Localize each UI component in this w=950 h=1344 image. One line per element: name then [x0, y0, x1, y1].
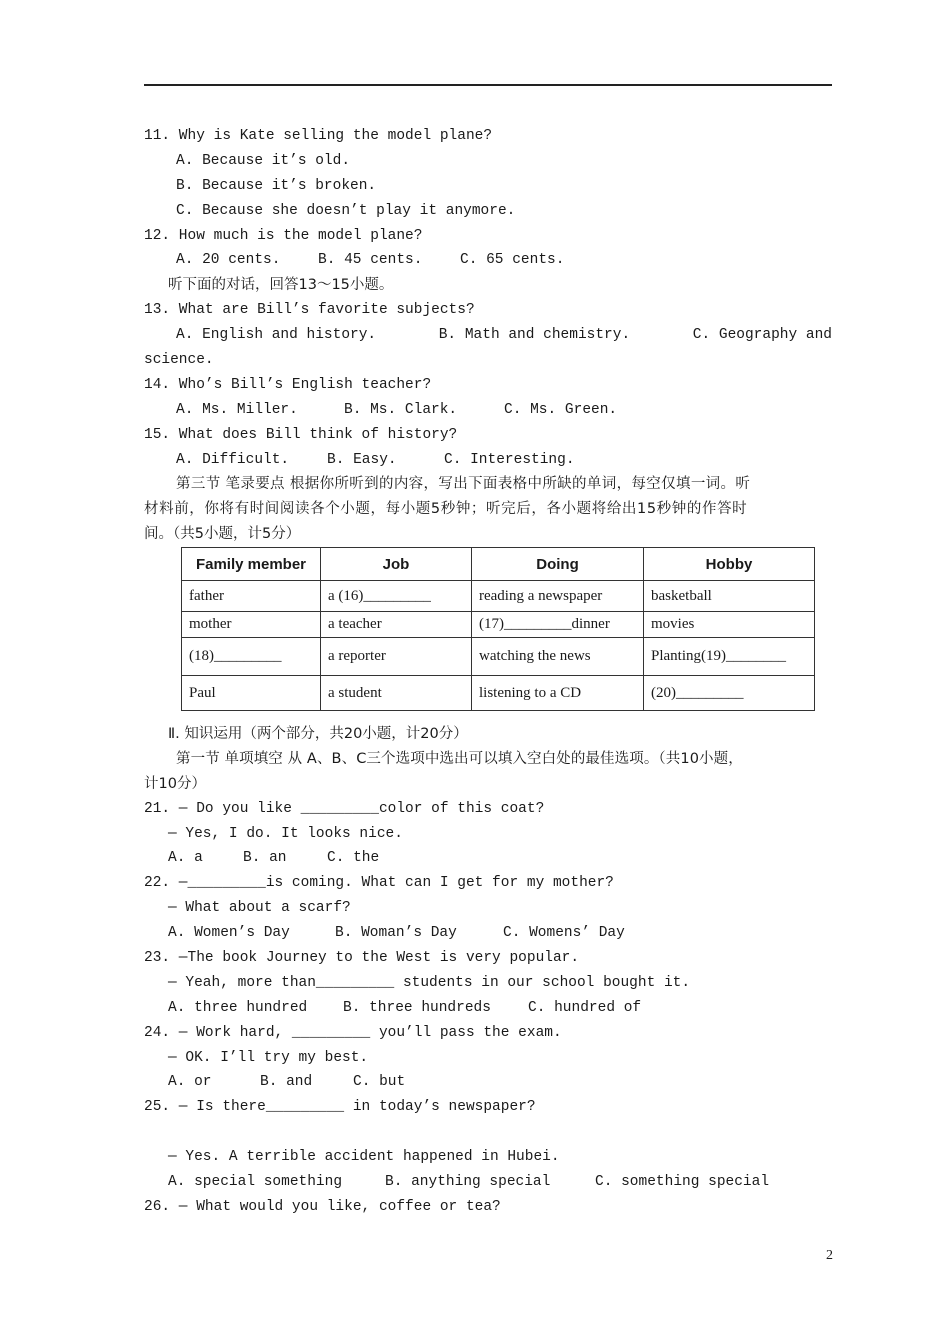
question-13-option-c: C. Geography and: [692, 327, 832, 344]
question-15-stem: 15. What does Bill think of history?: [144, 426, 458, 443]
question-22-options: [144, 921, 832, 946]
question-21-option-b: B. an: [243, 850, 287, 867]
section3-instruction-line1: 第三节 笔录要点 根据你所听到的内容，写出下面表格中所缺的单词，每空仅填一词。听: [176, 476, 751, 493]
table-cell: a (16)_________: [321, 581, 472, 612]
table-cell: Planting(19)________: [644, 638, 815, 676]
question-13-options: [144, 323, 832, 348]
question-12-options: [144, 248, 832, 273]
question-23-option-b: B. three hundreds: [343, 999, 491, 1016]
question-24-option-c: C. but: [353, 1074, 406, 1091]
section1-instruction-line1: 第一节 单项填空 从 A、B、C三个选项中选出可以填入空白处的最佳选项。（共10小题，: [176, 750, 743, 767]
page-number: 2: [826, 1248, 833, 1263]
part2-heading: Ⅱ. 知识运用（两个部分，共20小题，计20分）: [168, 726, 468, 742]
table-cell: mother: [182, 612, 321, 638]
table-header-doing: Doing: [472, 548, 644, 581]
table-header-hobby: Hobby: [644, 548, 815, 581]
blank-line: [144, 1120, 832, 1145]
question-14-option-b: B. Ms. Clark.: [344, 401, 458, 418]
question-21-option-a: A. a: [168, 850, 203, 867]
question-24-reply: — OK. I’ll try my best.: [168, 1049, 369, 1066]
question-22-option-b: B. Woman’s Day: [335, 925, 457, 942]
question-13-stem: 13. What are Bill’s favorite subjects?: [144, 302, 475, 319]
table-row: [182, 612, 815, 638]
question-13-option-a: A. English and history.: [176, 327, 377, 344]
exam-content-part2: [144, 722, 832, 1220]
notes-table: [181, 547, 815, 711]
question-25-option-c: C. something special: [595, 1174, 770, 1191]
question-14-option-a: A. Ms. Miller.: [176, 401, 298, 418]
question-15-option-a: A. Difficult.: [176, 451, 290, 468]
question-23-options: [144, 996, 832, 1021]
question-11-stem: 11. Why is Kate selling the model plane?: [144, 128, 493, 144]
question-26-stem: 26. — What would you like, coffee or tea?: [144, 1198, 501, 1215]
question-24-options: [144, 1070, 832, 1095]
question-25-option-b: B. anything special: [385, 1174, 551, 1191]
question-13-option-b: B. Math and chemistry.: [438, 327, 631, 344]
question-25-option-a: A. special something: [168, 1174, 343, 1191]
exam-content: [144, 124, 832, 547]
question-15-option-b: B. Easy.: [327, 451, 397, 468]
question-11-option-b: B. Because it’s broken.: [176, 177, 377, 194]
question-15-options: [144, 448, 832, 473]
question-23-stem: 23. —The book Journey to the West is very popular.: [144, 950, 580, 967]
table-row: [182, 638, 815, 676]
question-25-options: [144, 1170, 832, 1195]
question-22-reply: — What about a scarf?: [168, 900, 351, 917]
question-25-reply: — Yes. A terrible accident happened in Hubei.: [168, 1149, 560, 1166]
table-cell: (20)_________: [644, 676, 815, 711]
question-23-reply: — Yeah, more than_________ students in our school bought it.: [168, 974, 691, 991]
question-22-stem: 22. —_________is coming. What can I get for my mother?: [144, 875, 614, 892]
table-cell: (18)_________: [182, 638, 321, 676]
table-cell: (17)_________dinner: [472, 612, 644, 638]
question-14-stem: 14. Who’s Bill’s English teacher?: [144, 376, 432, 393]
question-11-option-a: A. Because it’s old.: [176, 152, 351, 169]
question-23-option-a: A. three hundred: [168, 999, 308, 1016]
table-header-row: [182, 548, 815, 581]
question-21-options: [144, 846, 832, 871]
table-cell: movies: [644, 612, 815, 638]
question-25-stem: 25. — Is there_________ in today’s newspaper?: [144, 1099, 536, 1116]
question-12-stem: 12. How much is the model plane?: [144, 227, 423, 244]
question-12-option-a: A. 20 cents.: [176, 252, 281, 269]
question-24-option-a: A. or: [168, 1074, 212, 1091]
section3-instruction-line2: 材料前，你将有时间阅读各个小题，每小题5秒钟；听完后，各小题将给出15秒钟的作答时: [144, 501, 748, 518]
question-14-options: [144, 398, 832, 423]
table-cell: basketball: [644, 581, 815, 612]
question-22-option-a: A. Women’s Day: [168, 925, 290, 942]
question-13-option-c-continued: science.: [144, 352, 214, 369]
question-14-option-c: C. Ms. Green.: [504, 401, 618, 418]
section1-instruction-line2: 计10分）: [144, 775, 206, 792]
table-cell: listening to a CD: [472, 676, 644, 711]
header-rule: [144, 84, 832, 86]
question-21-stem: 21. — Do you like _________color of this coat?: [144, 800, 545, 817]
section3-instruction-line3: 间。（共5小题，计5分）: [144, 526, 301, 543]
table-cell: a student: [321, 676, 472, 711]
table-cell: watching the news: [472, 638, 644, 676]
table-cell: reading a newspaper: [472, 581, 644, 612]
question-21-option-c: C. the: [327, 850, 380, 867]
table-cell: a teacher: [321, 612, 472, 638]
question-11-option-c: C. Because she doesn’t play it anymore.: [176, 202, 516, 219]
question-21-reply: — Yes, I do. It looks nice.: [168, 825, 403, 842]
question-12-option-b: B. 45 cents.: [318, 252, 423, 269]
question-24-option-b: B. and: [260, 1074, 313, 1091]
question-23-option-c: C. hundred of: [528, 999, 642, 1016]
question-12-option-c: C. 65 cents.: [460, 252, 565, 269]
question-15-option-c: C. Interesting.: [444, 451, 575, 468]
table-cell: a reporter: [321, 638, 472, 676]
table-cell: father: [182, 581, 321, 612]
table-header-job: Job: [321, 548, 472, 581]
instruction-13-15: 听下面的对话，回答13～15小题。: [168, 277, 394, 294]
table-row: [182, 581, 815, 612]
table-row: [182, 676, 815, 711]
table-header-family-member: Family member: [182, 548, 321, 581]
question-22-option-c: C. Womens’ Day: [503, 925, 625, 942]
table-cell: Paul: [182, 676, 321, 711]
question-24-stem: 24. — Work hard, _________ you’ll pass the exam.: [144, 1024, 562, 1041]
